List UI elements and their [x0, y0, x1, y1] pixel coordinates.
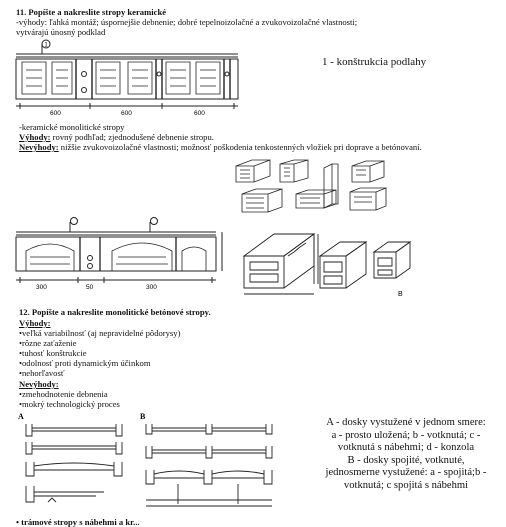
legend-line-2: a - prosto uložená; b - votknutá; c - [331, 429, 481, 441]
legend-line-3: votknutá s nábehmi; d - konzola [337, 442, 475, 453]
q12-pro-3: •tuhosť konštrukcie [19, 348, 87, 358]
q11-heading: 11. Popíšte a nakreslite stropy keramické [16, 7, 167, 17]
q12-con-1: •zmehodnotenie debnenia [19, 389, 108, 399]
dimension-600-c: 600 [194, 110, 205, 117]
q12-pro-1: •veľká variabilnosť (aj nepravidelné pôdorysy) [19, 328, 181, 338]
footer-text: • trámové stropy s nábehmi a kr... [16, 517, 140, 527]
floor-structure-label: 1 - konštrukcia podlahy [322, 56, 427, 68]
ceramic-blocks-drawing [232, 158, 392, 220]
section-dim-a: 300 [36, 284, 47, 291]
block-letter-b: B [398, 291, 403, 298]
q11-advantages-cont: vytvárajú únosný podklad [16, 27, 106, 37]
legend-line-1: A - dosky vystužené v jednom smere: [326, 417, 486, 428]
dimension-600-a: 600 [50, 110, 61, 117]
section-dim-c: 300 [146, 284, 157, 291]
q12-cons-label: Nevýhody: [19, 379, 59, 389]
callout-number: 1 [44, 42, 48, 49]
ceramic-slab-section-drawing [16, 40, 246, 118]
ceramic-block-detail-drawing [238, 222, 416, 298]
pros-label: Výhody: [19, 132, 51, 142]
diagram-letter-b: B [140, 412, 146, 421]
ceramic-monolithic-section-drawing [16, 214, 230, 292]
monolithic-title: -keramické monolitické stropy [19, 122, 125, 132]
legend-line-4: B - dosky spojité, votknuté, [347, 454, 465, 466]
q12-pro-4: •odolnosť proti dynamickým účinkom [19, 358, 151, 368]
pros-text: rovný podhľad; zjednodušené debnenie stropu. [50, 132, 214, 142]
q12-pros-label: Výhody: [19, 318, 51, 328]
legend-line-6: votknutá; c spojitá s nábehmi [343, 479, 469, 491]
cons-text: nižšie zvukovoizolačné vlastnosti; možnosť poškodenia tenkostenných vložiek pri doprave a betónovaní. [58, 142, 422, 152]
dimension-600-b: 600 [121, 110, 132, 117]
cons-label: Nevýhody: [19, 142, 59, 152]
legend-line-5: jednosmerne vystužené: a - spojitá;b - [325, 467, 487, 478]
q12-heading: 12. Popíšte a nakreslite monolitické betónové stropy. [19, 307, 211, 317]
section-dim-b: 50 [86, 284, 94, 291]
q12-con-2: •mokrý technologický proces [19, 399, 120, 409]
q11-advantages: -výhody: ľahká montáž; úspornejšie debnenie; dobré tepelnoizolačné a zvukovoizolačné vlastnosti; [16, 17, 358, 27]
slab-support-diagrams [18, 410, 280, 516]
diagram-letter-a: A [18, 412, 24, 421]
slab-legend [306, 417, 506, 492]
q12-pro-2: •rôzne zaťaženie [19, 338, 77, 348]
q12-pro-5: •nehorľavosť [19, 368, 65, 378]
